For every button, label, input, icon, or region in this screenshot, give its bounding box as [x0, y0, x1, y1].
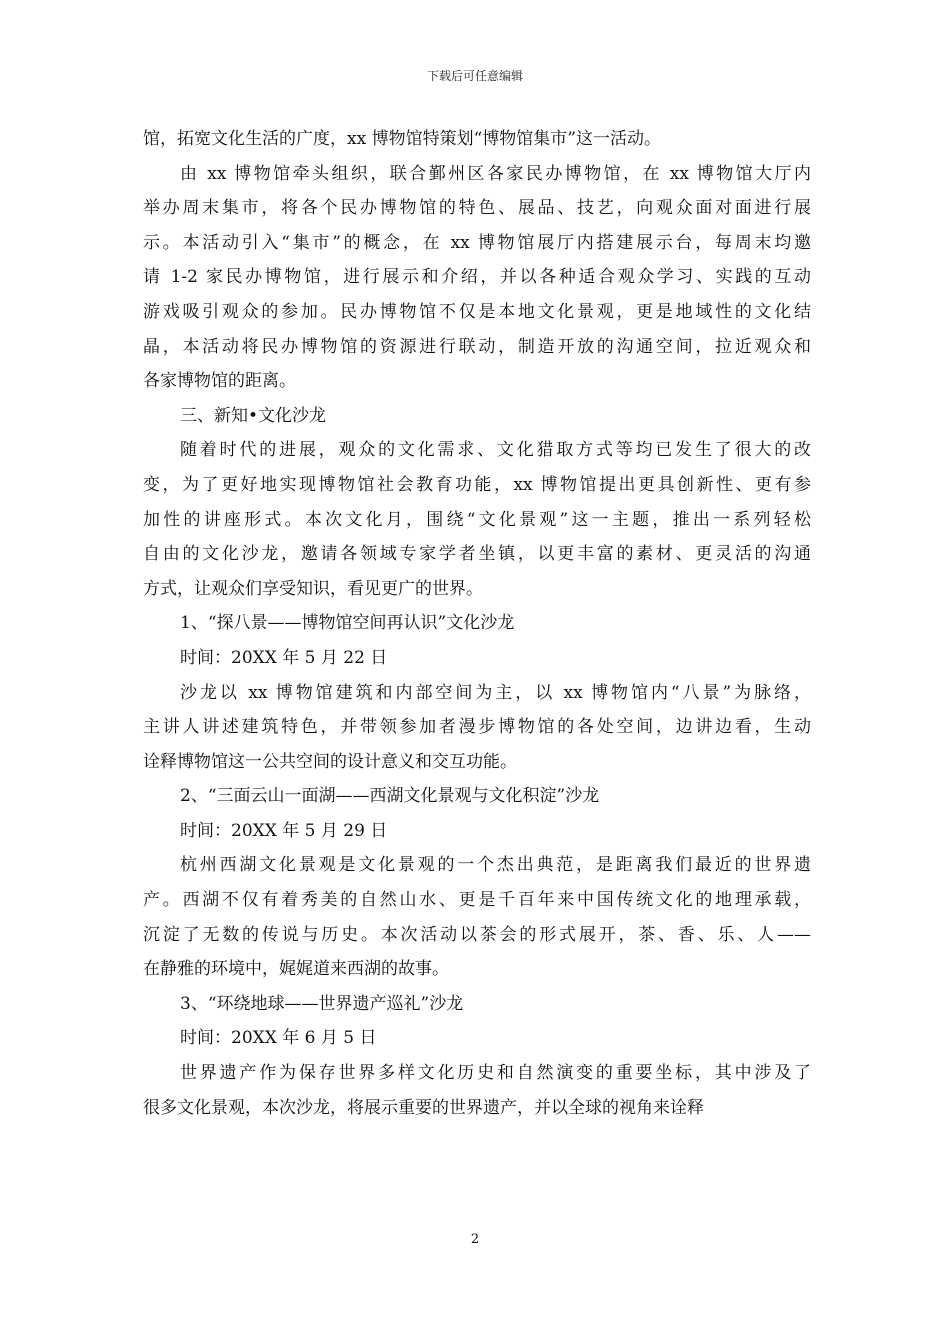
paragraph [143, 848, 811, 986]
text-line: 产。西湖不仅有着秀美的自然山水、更是千百年来中国传统文化的地理承载， [143, 890, 811, 911]
paragraph [143, 987, 811, 1022]
text-line: 馆，拓宽文化生活的广度，xx 博物馆特策划“博物馆集市”这一活动。 [143, 129, 661, 149]
paragraph [143, 779, 811, 814]
paragraph [143, 641, 811, 676]
paragraph [143, 1021, 811, 1056]
text-line: 时间：20XX 年 6 月 5 日 [180, 1028, 377, 1049]
text-line: 变，为了更好地实现博物馆社会教育功能，xx 博物馆提出更具创新性、更有参 [143, 474, 811, 495]
text-line: 三、新知•文化沙龙 [180, 405, 327, 426]
text-line: 方式，让观众们享受知识，看见更广的世界。 [143, 578, 483, 599]
text-line: 由 xx 博物馆牵头组织，联合鄞州区各家民办博物馆，在 xx 博物馆大厅内 [180, 163, 811, 184]
text-line: 时间：20XX 年 5 月 29 日 [180, 820, 388, 841]
paragraph [143, 814, 811, 849]
text-line: 杭州西湖文化景观是文化景观的一个杰出典范，是距离我们最近的世界遗 [180, 855, 811, 876]
text-line: 自由的文化沙龙，邀请各领域专家学者坐镇，以更丰富的素材、更灵活的沟通 [143, 544, 811, 565]
page-number: 2 [470, 1232, 480, 1247]
document-body [143, 122, 811, 1125]
paragraph [143, 1056, 811, 1125]
text-line: 1、“探八景——博物馆空间再认识”文化沙龙 [180, 613, 515, 634]
text-line: 时间：20XX 年 5 月 22 日 [180, 647, 388, 668]
paragraph [143, 606, 811, 641]
text-line: 随着时代的进展，观众的文化需求、文化猎取方式等均已发生了很大的改 [180, 440, 811, 461]
text-line: 沉淀了无数的传说与历史。本次活动以茶会的形式展开，茶、香、乐、人—— [143, 924, 811, 945]
text-line: 主讲人讲述建筑特色，并带领参加者漫步博物馆的各处空间，边讲边看，生动 [143, 717, 811, 738]
page-header: 下载后可任意编辑 [426, 69, 523, 83]
text-line: 3、“环绕地球——世界遗产巡礼”沙龙 [180, 993, 464, 1014]
text-line: 世界遗产作为保存世界多样文化历史和自然演变的重要坐标，其中涉及了 [180, 1063, 811, 1084]
paragraph [143, 433, 811, 606]
text-line: 在静雅的环境中，娓娓道来西湖的故事。 [143, 959, 449, 980]
text-line: 示。本活动引入“集市”的概念，在 xx 博物馆展厅内搭建展示台，每周末均邀 [143, 232, 811, 253]
paragraph [143, 399, 811, 434]
paragraph [143, 122, 811, 157]
text-line: 请 1-2 家民办博物馆，进行展示和介绍，并以各种适合观众学习、实践的互动 [143, 267, 811, 288]
text-line: 沙龙以 xx 博物馆建筑和内部空间为主，以 xx 博物馆内“八景”为脉络， [180, 682, 811, 703]
text-line: 游戏吸引观众的参加。民办博物馆不仅是本地文化景观，更是地域性的文化结 [143, 301, 811, 322]
text-line: 很多文化景观，本次沙龙，将展示重要的世界遗产，并以全球的视角来诠释 [143, 1097, 704, 1118]
text-line: 晶，本活动将民办博物馆的资源进行联动，制造开放的沟通空间，拉近观众和 [143, 336, 811, 357]
text-line: 举办周末集市，将各个民办博物馆的特色、展品、技艺，向观众面对面进行展 [143, 198, 811, 219]
text-line: 诠释博物馆这一公共空间的设计意义和交互功能。 [143, 751, 517, 772]
text-line: 2、“三面云山一面湖——西湖文化景观与文化积淀”沙龙 [180, 786, 600, 807]
paragraph [143, 676, 811, 780]
paragraph [143, 157, 811, 399]
text-line: 加性的讲座形式。本次文化月，围绕“文化景观”这一主题，推出一系列轻松 [143, 509, 811, 530]
text-line: 各家博物馆的距离。 [143, 371, 296, 392]
